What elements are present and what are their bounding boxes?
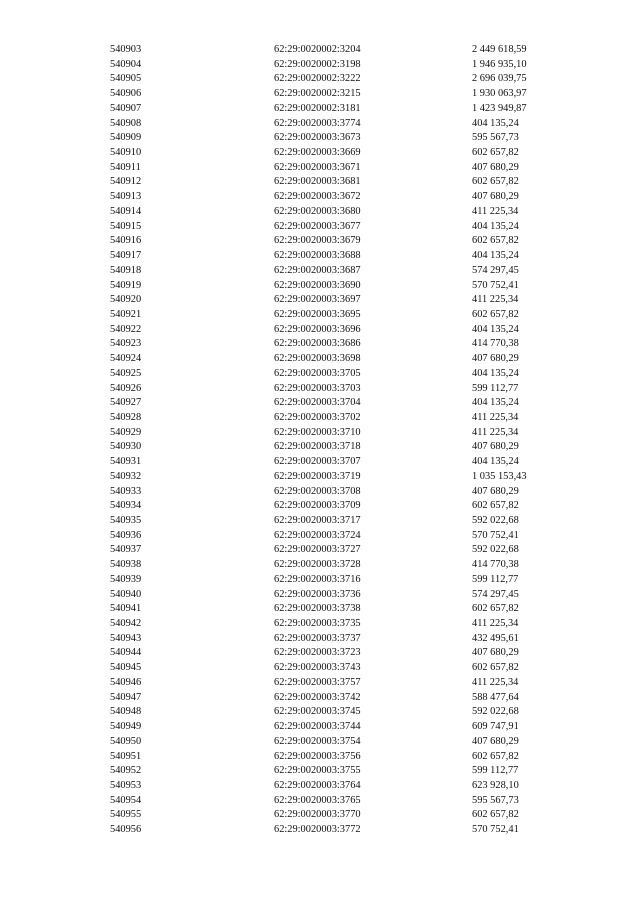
cadastral-value-cell: 595 567,73 [472, 794, 519, 806]
cadastral-number-cell: 62:29:0020003:3702 [274, 411, 361, 423]
cadastral-number-cell: 62:29:0020003:3742 [274, 691, 361, 703]
cadastral-value-cell: 595 567,73 [472, 132, 519, 144]
cadastral-number-cell: 62:29:0020003:3718 [274, 441, 361, 453]
cadastral-value-cell: 609 747,91 [472, 721, 519, 733]
cadastral-number-cell: 62:29:0020003:3677 [274, 220, 361, 232]
row-number-cell: 540917 [110, 250, 142, 262]
cadastral-number-cell: 62:29:0020003:3696 [274, 323, 361, 335]
table-row [110, 764, 572, 779]
cadastral-number-cell: 62:29:0020002:3222 [274, 73, 361, 85]
row-number-cell: 540943 [110, 632, 142, 644]
row-number-cell: 540951 [110, 750, 142, 762]
table-row [110, 337, 572, 352]
row-number-cell: 540952 [110, 765, 142, 777]
table-row [110, 58, 572, 73]
row-number-cell: 540945 [110, 662, 142, 674]
table-row [110, 543, 572, 558]
cadastral-value-cell: 602 657,82 [472, 662, 519, 674]
row-number-cell: 540920 [110, 294, 142, 306]
row-number-cell: 540953 [110, 779, 142, 791]
row-number-cell: 540913 [110, 191, 142, 203]
cadastral-number-cell: 62:29:0020003:3765 [274, 794, 361, 806]
cadastral-number-cell: 62:29:0020003:3754 [274, 735, 361, 747]
cadastral-number-cell: 62:29:0020003:3681 [274, 176, 361, 188]
row-number-cell: 540930 [110, 441, 142, 453]
cadastral-value-cell: 602 657,82 [472, 176, 519, 188]
cadastral-number-cell: 62:29:0020003:3710 [274, 426, 361, 438]
row-number-cell: 540946 [110, 676, 142, 688]
cadastral-value-cell: 411 225,34 [472, 426, 519, 438]
table-row [110, 352, 572, 367]
cadastral-number-cell: 62:29:0020003:3728 [274, 559, 361, 571]
cadastral-value-cell: 599 112,77 [472, 382, 519, 394]
cadastral-value-cell: 1 946 935,10 [472, 58, 527, 70]
row-number-cell: 540925 [110, 367, 142, 379]
cadastral-number-cell: 62:29:0020003:3704 [274, 397, 361, 409]
cadastral-value-cell: 411 225,34 [472, 411, 519, 423]
row-number-cell: 540921 [110, 308, 142, 320]
cadastral-number-cell: 62:29:0020003:3737 [274, 632, 361, 644]
row-number-cell: 540934 [110, 500, 142, 512]
cadastral-value-cell: 404 135,24 [472, 397, 519, 409]
cadastral-value-cell: 592 022,68 [472, 515, 519, 526]
cadastral-value-cell: 432 495,61 [472, 632, 519, 644]
row-number-cell: 540915 [110, 220, 142, 232]
cadastral-value-cell: 599 112,77 [472, 573, 519, 585]
cadastral-value-cell: 404 135,24 [472, 367, 519, 379]
row-number-cell: 540938 [110, 559, 142, 571]
row-number-cell: 540944 [110, 647, 142, 659]
cadastral-value-cell: 411 225,34 [472, 294, 519, 306]
table-row [110, 190, 572, 205]
cadastral-number-cell: 62:29:0020003:3698 [274, 353, 361, 365]
cadastral-value-cell: 592 022,68 [472, 706, 519, 718]
table-row [110, 308, 572, 323]
row-number-cell: 540923 [110, 338, 142, 350]
table-row [110, 102, 572, 117]
row-number-cell: 540922 [110, 323, 142, 335]
row-number-cell: 540906 [110, 88, 142, 100]
table-row [110, 691, 572, 706]
cadastral-value-cell: 574 297,45 [472, 264, 519, 276]
cadastral-number-cell: 62:29:0020003:3687 [274, 264, 361, 276]
cadastral-value-cell: 404 135,24 [472, 456, 519, 468]
table-row [110, 43, 572, 58]
cadastral-number-cell: 62:29:0020003:3708 [274, 485, 361, 497]
cadastral-value-cell: 404 135,24 [472, 250, 519, 262]
table-row [110, 440, 572, 455]
row-number-cell: 540904 [110, 58, 142, 70]
row-number-cell: 540911 [110, 161, 141, 173]
cadastral-number-cell: 62:29:0020003:3727 [274, 544, 361, 556]
table-row [110, 720, 572, 735]
table-row [110, 485, 572, 500]
cadastral-number-cell: 62:29:0020003:3756 [274, 750, 361, 762]
row-number-cell: 540908 [110, 117, 142, 129]
cadastral-number-cell: 62:29:0020003:3688 [274, 250, 361, 262]
cadastral-number-cell: 62:29:0020003:3770 [274, 809, 361, 821]
row-number-cell: 540939 [110, 573, 142, 585]
table-row [110, 426, 572, 441]
table-row [110, 131, 572, 146]
cadastral-value-cell: 407 680,29 [472, 161, 519, 173]
row-number-cell: 540937 [110, 544, 142, 556]
cadastral-number-cell: 62:29:0020003:3679 [274, 235, 361, 247]
cadastral-value-cell: 602 657,82 [472, 809, 519, 821]
row-number-cell: 540919 [110, 279, 142, 291]
cadastral-value-cell: 602 657,82 [472, 500, 519, 512]
cadastral-number-cell: 62:29:0020002:3198 [274, 58, 361, 70]
table-row [110, 146, 572, 161]
cadastral-value-cell: 602 657,82 [472, 750, 519, 762]
row-number-cell: 540941 [110, 603, 142, 615]
cadastral-value-cell: 602 657,82 [472, 235, 519, 247]
row-number-cell: 540942 [110, 618, 142, 630]
row-number-cell: 540949 [110, 721, 142, 733]
cadastral-number-cell: 62:29:0020003:3680 [274, 205, 361, 217]
cadastral-number-cell: 62:29:0020003:3735 [274, 618, 361, 630]
cadastral-value-cell: 1 930 063,97 [472, 88, 527, 100]
table-row [110, 175, 572, 190]
cadastral-number-cell: 62:29:0020003:3724 [274, 529, 361, 541]
row-number-cell: 540929 [110, 426, 142, 438]
cadastral-value-cell: 602 657,82 [472, 147, 519, 159]
cadastral-number-cell: 62:29:0020003:3716 [274, 573, 361, 585]
table-row [110, 705, 572, 720]
table-row [110, 279, 572, 294]
row-number-cell: 540950 [110, 735, 142, 747]
table-row [110, 750, 572, 765]
table-row [110, 293, 572, 308]
cadastral-value-cell: 407 680,29 [472, 735, 519, 747]
table-row [110, 632, 572, 647]
row-number-cell: 540916 [110, 235, 142, 247]
table-row [110, 264, 572, 279]
table-row [110, 411, 572, 426]
cadastral-number-cell: 62:29:0020003:3772 [274, 824, 361, 836]
table-row [110, 470, 572, 485]
cadastral-number-cell: 62:29:0020003:3690 [274, 279, 361, 291]
cadastral-number-cell: 62:29:0020003:3717 [274, 515, 361, 526]
table-row [110, 382, 572, 397]
cadastral-value-cell: 570 752,41 [472, 824, 519, 836]
cadastral-number-cell: 62:29:0020003:3673 [274, 132, 361, 144]
cadastral-value-cell: 404 135,24 [472, 117, 519, 129]
table-row [110, 646, 572, 661]
table-row [110, 323, 572, 338]
cadastral-number-cell: 62:29:0020003:3774 [274, 117, 361, 129]
row-number-cell: 540955 [110, 809, 142, 821]
cadastral-value-cell: 414 770,38 [472, 559, 519, 571]
table-row [110, 455, 572, 470]
table-row [110, 823, 572, 838]
row-number-cell: 540935 [110, 515, 142, 526]
table-row [110, 499, 572, 514]
table-row [110, 220, 572, 235]
table-row [110, 249, 572, 264]
cadastral-value-cell: 404 135,24 [472, 323, 519, 335]
cadastral-number-cell: 62:29:0020003:3736 [274, 588, 361, 600]
cadastral-number-cell: 62:29:0020003:3745 [274, 706, 361, 718]
table-row [110, 161, 572, 176]
row-number-cell: 540931 [110, 456, 142, 468]
cadastral-number-cell: 62:29:0020003:3764 [274, 779, 361, 791]
cadastral-number-cell: 62:29:0020003:3719 [274, 470, 361, 482]
row-number-cell: 540910 [110, 147, 142, 159]
table-row [110, 735, 572, 750]
cadastral-value-cell: 602 657,82 [472, 308, 519, 320]
cadastral-number-cell: 62:29:0020003:3695 [274, 308, 361, 320]
row-number-cell: 540956 [110, 824, 142, 836]
table-row [110, 558, 572, 573]
row-number-cell: 540927 [110, 397, 142, 409]
row-number-cell: 540912 [110, 176, 142, 188]
cadastral-value-cell: 411 225,34 [472, 618, 519, 630]
cadastral-value-cell: 407 680,29 [472, 353, 519, 365]
table-row [110, 87, 572, 102]
row-number-cell: 540903 [110, 44, 142, 55]
row-number-cell: 540933 [110, 485, 142, 497]
table-row [110, 661, 572, 676]
cadastral-number-cell: 62:29:0020003:3744 [274, 721, 361, 733]
cadastral-value-cell: 623 928,10 [472, 779, 519, 791]
cadastral-number-cell: 62:29:0020003:3757 [274, 676, 361, 688]
row-number-cell: 540918 [110, 264, 142, 276]
table-row [110, 529, 572, 544]
cadastral-number-cell: 62:29:0020003:3672 [274, 191, 361, 203]
row-number-cell: 540954 [110, 794, 142, 806]
table-row [110, 514, 572, 529]
cadastral-number-cell: 62:29:0020003:3697 [274, 294, 361, 306]
cadastral-value-cell: 407 680,29 [472, 647, 519, 659]
table-row [110, 396, 572, 411]
row-number-cell: 540928 [110, 411, 142, 423]
table-row [110, 72, 572, 87]
cadastral-number-cell: 62:29:0020002:3215 [274, 88, 361, 100]
cadastral-number-cell: 62:29:0020002:3181 [274, 102, 361, 114]
cadastral-value-cell: 599 112,77 [472, 765, 519, 777]
cadastral-value-cell: 2 449 618,59 [472, 44, 527, 55]
table-row [110, 808, 572, 823]
cadastral-value-cell: 574 297,45 [472, 588, 519, 600]
row-number-cell: 540948 [110, 706, 142, 718]
row-number-cell: 540947 [110, 691, 142, 703]
cadastral-value-cell: 1 035 153,43 [472, 470, 527, 482]
row-number-cell: 540936 [110, 529, 142, 541]
table-row [110, 602, 572, 617]
table-row [110, 676, 572, 691]
cadastral-value-cell: 411 225,34 [472, 676, 519, 688]
cadastral-value-cell: 570 752,41 [472, 279, 519, 291]
row-number-cell: 540924 [110, 353, 142, 365]
table-row [110, 205, 572, 220]
cadastral-value-cell: 2 696 039,75 [472, 73, 527, 85]
table-row [110, 367, 572, 382]
cadastral-number-cell: 62:29:0020003:3743 [274, 662, 361, 674]
row-number-cell: 540940 [110, 588, 142, 600]
row-number-cell: 540905 [110, 73, 142, 85]
cadastral-value-cell: 592 022,68 [472, 544, 519, 556]
table-row [110, 573, 572, 588]
row-number-cell: 540907 [110, 102, 142, 114]
row-number-cell: 540914 [110, 205, 142, 217]
table-row [110, 794, 572, 809]
cadastral-value-cell: 411 225,34 [472, 205, 519, 217]
table-row [110, 234, 572, 249]
cadastral-value-cell: 407 680,29 [472, 191, 519, 203]
cadastral-number-cell: 62:29:0020003:3707 [274, 456, 361, 468]
table-body [110, 43, 572, 838]
cadastral-value-cell: 588 477,64 [472, 691, 519, 703]
cadastral-number-cell: 62:29:0020003:3705 [274, 367, 361, 379]
cadastral-value-cell: 570 752,41 [472, 529, 519, 541]
table-row [110, 617, 572, 632]
table-row [110, 779, 572, 794]
cadastral-number-cell: 62:29:0020003:3755 [274, 765, 361, 777]
cadastral-number-cell: 62:29:0020003:3723 [274, 647, 361, 659]
cadastral-number-cell: 62:29:0020003:3686 [274, 338, 361, 350]
cadastral-number-cell: 62:29:0020003:3703 [274, 382, 361, 394]
row-number-cell: 540909 [110, 132, 142, 144]
cadastral-value-cell: 407 680,29 [472, 485, 519, 497]
cadastral-value-table [110, 43, 572, 838]
row-number-cell: 540932 [110, 470, 142, 482]
cadastral-number-cell: 62:29:0020003:3671 [274, 161, 361, 173]
row-number-cell: 540926 [110, 382, 142, 394]
cadastral-number-cell: 62:29:0020003:3669 [274, 147, 361, 159]
table-row [110, 588, 572, 603]
cadastral-value-cell: 407 680,29 [472, 441, 519, 453]
cadastral-number-cell: 62:29:0020003:3709 [274, 500, 361, 512]
table-row [110, 117, 572, 132]
cadastral-number-cell: 62:29:0020002:3204 [274, 44, 361, 55]
cadastral-value-cell: 414 770,38 [472, 338, 519, 350]
cadastral-number-cell: 62:29:0020003:3738 [274, 603, 361, 615]
cadastral-value-cell: 1 423 949,87 [472, 102, 527, 114]
cadastral-value-cell: 602 657,82 [472, 603, 519, 615]
cadastral-value-cell: 404 135,24 [472, 220, 519, 232]
